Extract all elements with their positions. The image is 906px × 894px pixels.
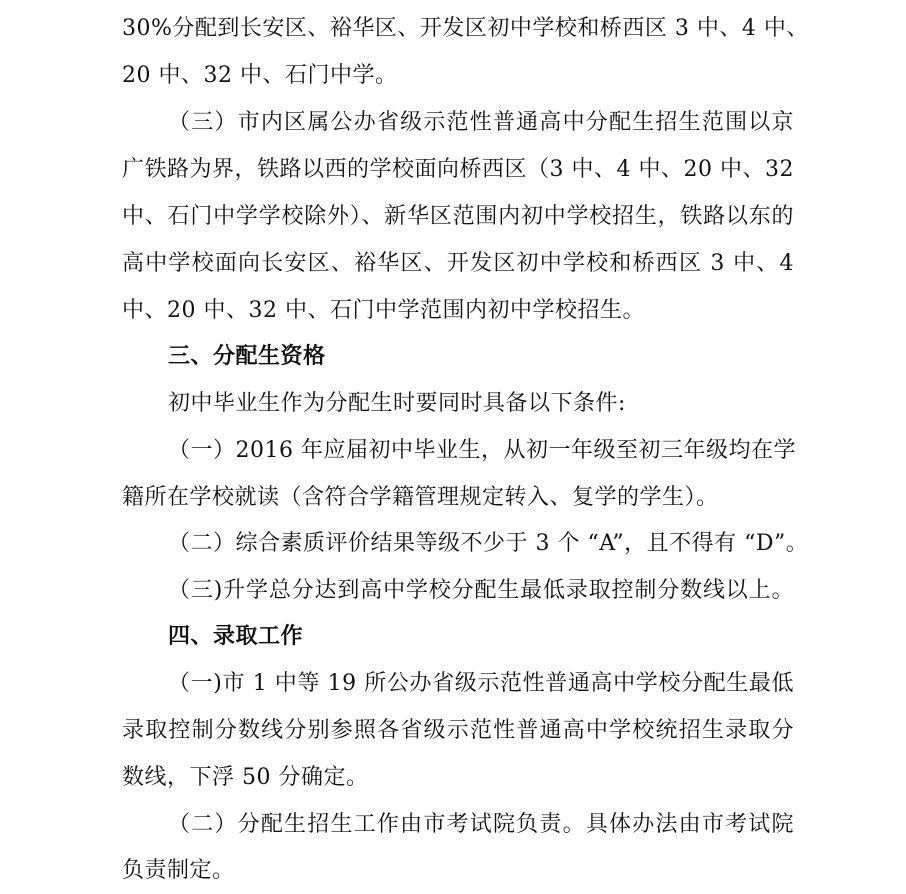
section-heading-admission: 四、录取工作	[168, 624, 304, 649]
paragraph-line: （三)升学总分达到高中学校分配生最低录取控制分数线以上。	[168, 578, 794, 603]
paragraph-line: （三）市内区属公办省级示范性普通高中分配生招生范围以京	[168, 110, 794, 135]
section-heading-qualification: 三、分配生资格	[168, 344, 326, 369]
paragraph-line: 20 中、32 中、石门中学。	[122, 63, 398, 88]
paragraph-line: （一)市 1 中等 19 所公办省级示范性普通高中学校分配生最低	[168, 671, 794, 696]
paragraph-line: 高中学校面向长安区、裕华区、开发区初中学校和桥西区 3 中、4	[122, 251, 794, 276]
paragraph-line: 广铁路为界，铁路以西的学校面向桥西区（3 中、4 中、20 中、32	[122, 157, 794, 182]
paragraph-line: 中、石门中学学校除外）、新华区范围内初中学校招生，铁路以东的	[122, 204, 794, 229]
paragraph-line: 初中毕业生作为分配生时要同时具备以下条件:	[168, 391, 626, 416]
paragraph-line: （二）综合素质评价结果等级不少于 3 个 “A”，且不得有 “D”。	[168, 531, 809, 556]
paragraph-line: 负责制定。	[122, 858, 235, 883]
paragraph-line: 籍所在学校就读（含符合学籍管理规定转入、复学的学生）。	[122, 485, 719, 510]
paragraph-line: 录取控制分数线分别参照各省级示范性普通高中学校统招生录取分	[122, 718, 794, 743]
paragraph-line: 数线，下浮 50 分确定。	[122, 765, 369, 790]
paragraph-line: （一）2016 年应届初中毕业生，从初一年级至初三年级均在学	[168, 438, 796, 463]
paragraph-line: （二）分配生招生工作由市考试院负责。具体办法由市考试院	[168, 812, 794, 837]
paragraph-line: 30%分配到长安区、裕华区、开发区初中学校和桥西区 3 中、4 中、	[122, 16, 809, 41]
paragraph-line: 中、20 中、32 中、石门中学范围内初中学校招生。	[122, 298, 645, 323]
